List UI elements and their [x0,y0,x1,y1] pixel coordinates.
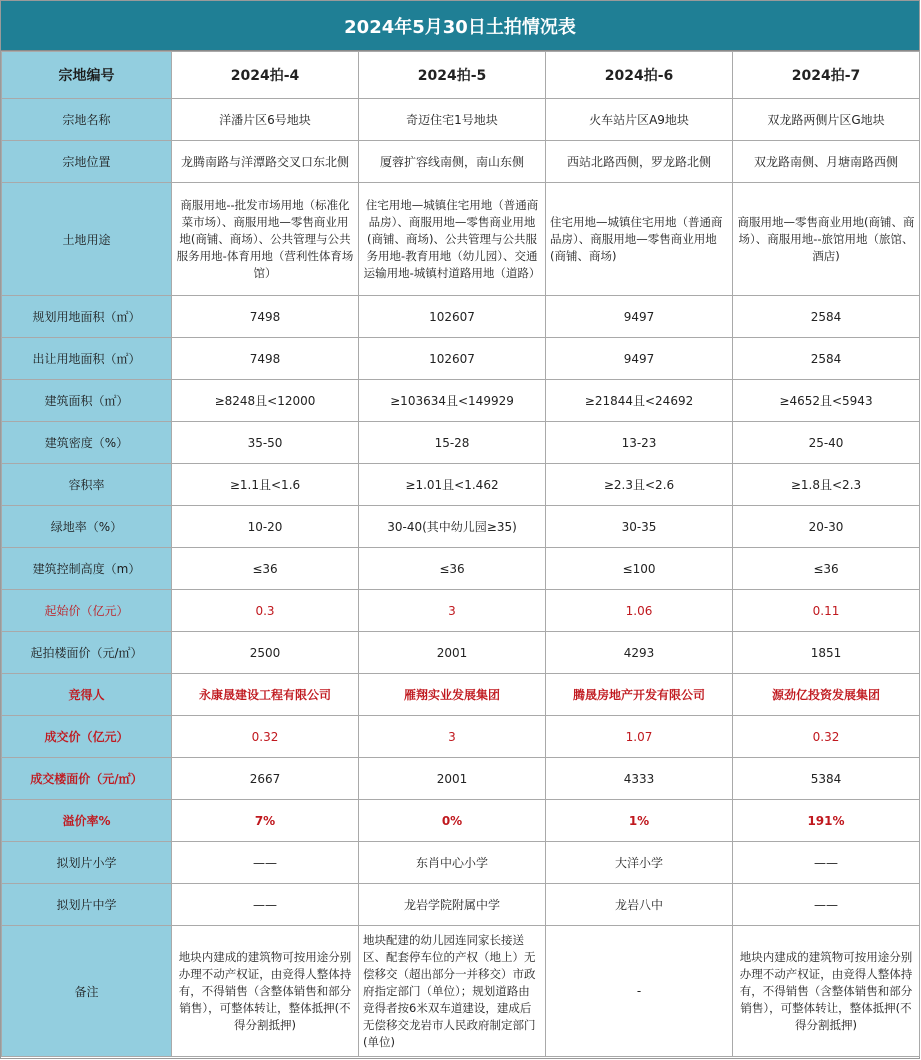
table-cell: 东肖中心小学 [359,842,546,884]
table-cell: 102607 [359,296,546,338]
column-header: 2024拍-7 [733,52,920,99]
table-cell: 1.07 [546,716,733,758]
table-row [2,338,920,380]
table-row [2,884,920,926]
table-cell: 2500 [172,632,359,674]
table-cell: ≥8248且<12000 [172,380,359,422]
row-label: 起始价（亿元） [2,590,172,632]
table-cell: 地块内建成的建筑物可按用途分别办理不动产权证，由竞得人整体持有，不得销售（含整体销售和部分销售），可整体转让，整体抵押(不得分割抵押) [172,926,359,1057]
table-cell: 9497 [546,296,733,338]
table-cell: 1% [546,800,733,842]
row-label: 建筑面积（㎡） [2,380,172,422]
table-cell: 商服用地—零售商业用地(商铺、商场）、商服用地--旅馆用地（旅馆、酒店) [733,183,920,296]
table-cell: 2001 [359,632,546,674]
table-row [2,800,920,842]
table-cell: 双龙路南侧、月塘南路西侧 [733,141,920,183]
row-label: 建筑控制高度（m） [2,548,172,590]
table-cell: ≥1.01且<1.462 [359,464,546,506]
table-cell: 25-40 [733,422,920,464]
column-header: 2024拍-5 [359,52,546,99]
table-cell: 2584 [733,338,920,380]
table-cell: 2001 [359,758,546,800]
table-cell: 7498 [172,296,359,338]
row-label: 拟划片小学 [2,842,172,884]
table-cell: 雁翔实业发展集团 [359,674,546,716]
table-cell: - [546,926,733,1057]
table-row [2,141,920,183]
table-cell: 住宅用地—城镇住宅用地（普通商品房）、商服用地—零售商业用地(商铺、商场) [546,183,733,296]
table-row [2,296,920,338]
table-cell: 西站北路西侧，罗龙路北侧 [546,141,733,183]
row-label: 宗地位置 [2,141,172,183]
table-cell: 龙岩八中 [546,884,733,926]
table-cell: ≤36 [359,548,546,590]
row-label: 土地用途 [2,183,172,296]
row-label: 规划用地面积（㎡） [2,296,172,338]
table-cell: 商服用地--批发市场用地（标准化菜市场）、商服用地—零售商业用地(商铺、商场）、公共管理与公共服务用地-体育用地（营利性体育场馆） [172,183,359,296]
table-cell: 2667 [172,758,359,800]
table-cell: 地块内建成的建筑物可按用途分别办理不动产权证，由竞得人整体持有，不得销售（含整体销售和部分销售），可整体转让，整体抵押(不得分割抵押) [733,926,920,1057]
table-cell: ≥2.3且<2.6 [546,464,733,506]
table-cell: 火车站片区A9地块 [546,99,733,141]
table-cell: 洋潘片区6号地块 [172,99,359,141]
table-cell: 0.3 [172,590,359,632]
table-cell: 厦蓉扩容线南侧，南山东侧 [359,141,546,183]
table-cell: 1.06 [546,590,733,632]
auction-table [1,51,920,1057]
table-cell: 住宅用地—城镇住宅用地（普通商品房）、商服用地—零售商业用地(商铺、商场)、公共管理与公共服务用地-教育用地（幼儿园）、交通运输用地-城镇村道路用地（道路） [359,183,546,296]
table-cell: 0.32 [172,716,359,758]
table-row [2,548,920,590]
row-label: 宗地名称 [2,99,172,141]
table-cell: 源劲亿投资发展集团 [733,674,920,716]
table-cell: ≥4652且<5943 [733,380,920,422]
row-label: 起拍楼面价（元/㎡） [2,632,172,674]
table-row [2,716,920,758]
table-cell: 35-50 [172,422,359,464]
table-cell: 龙岩学院附属中学 [359,884,546,926]
table-cell: 13-23 [546,422,733,464]
table-row [2,464,920,506]
table-cell: ≥21844且<24692 [546,380,733,422]
table-cell: ≤36 [733,548,920,590]
table-cell: ≥103634且<149929 [359,380,546,422]
table-row [2,506,920,548]
table-row [2,380,920,422]
header-row [2,52,920,99]
column-header: 2024拍-4 [172,52,359,99]
table-cell: 30-35 [546,506,733,548]
table-cell: 龙腾南路与洋潭路交叉口东北侧 [172,141,359,183]
table-row [2,632,920,674]
table-cell: 20-30 [733,506,920,548]
table-cell: 10-20 [172,506,359,548]
table-cell: —— [733,842,920,884]
table-cell: 奇迈住宅1号地块 [359,99,546,141]
table-row [2,183,920,296]
table-cell: 5384 [733,758,920,800]
table-cell: 2584 [733,296,920,338]
sheet-title: 2024年5月30日土拍情况表 [1,1,919,51]
table-cell: 双龙路两侧片区G地块 [733,99,920,141]
table-cell: ≥1.8且<2.3 [733,464,920,506]
table-row [2,842,920,884]
row-label: 拟划片中学 [2,884,172,926]
table-cell: 0% [359,800,546,842]
table-row [2,590,920,632]
table-cell: —— [172,842,359,884]
table-row [2,758,920,800]
row-label: 出让用地面积（㎡） [2,338,172,380]
row-label: 备注 [2,926,172,1057]
row-label: 成交价（亿元） [2,716,172,758]
table-cell: 30-40(其中幼儿园≥35) [359,506,546,548]
table-cell: 1851 [733,632,920,674]
table-cell: 0.32 [733,716,920,758]
table-cell: 102607 [359,338,546,380]
table-cell: 3 [359,716,546,758]
table-cell: 4333 [546,758,733,800]
row-label: 容积率 [2,464,172,506]
table-cell: 3 [359,590,546,632]
row-label: 溢价率% [2,800,172,842]
table-cell: 地块配建的幼儿园连同家长接送区、配套停车位的产权（地上）无偿移交（超出部分一并移交）市政府指定部门（单位）；规划道路由竞得者按6米双车道建设，建成后无偿移交龙岩市人民政府制定部门(单位) [359,926,546,1057]
table-cell: 191% [733,800,920,842]
table-cell: 大洋小学 [546,842,733,884]
table-cell: —— [172,884,359,926]
table-cell: 7% [172,800,359,842]
table-row [2,674,920,716]
table-cell: 9497 [546,338,733,380]
table-cell: 0.11 [733,590,920,632]
table-row [2,422,920,464]
row-label: 成交楼面价（元/㎡） [2,758,172,800]
row-label: 绿地率（%） [2,506,172,548]
table-cell: ≤100 [546,548,733,590]
table-cell: 4293 [546,632,733,674]
row-label: 竞得人 [2,674,172,716]
table-row [2,99,920,141]
column-header: 2024拍-6 [546,52,733,99]
table-cell: 腾晟房地产开发有限公司 [546,674,733,716]
table-row [2,926,920,1057]
table-cell: —— [733,884,920,926]
table-cell: ≥1.1且<1.6 [172,464,359,506]
table-cell: 永康晟建设工程有限公司 [172,674,359,716]
header-label: 宗地编号 [2,52,172,99]
table-cell: ≤36 [172,548,359,590]
table-cell: 15-28 [359,422,546,464]
table-cell: 7498 [172,338,359,380]
row-label: 建筑密度（%） [2,422,172,464]
